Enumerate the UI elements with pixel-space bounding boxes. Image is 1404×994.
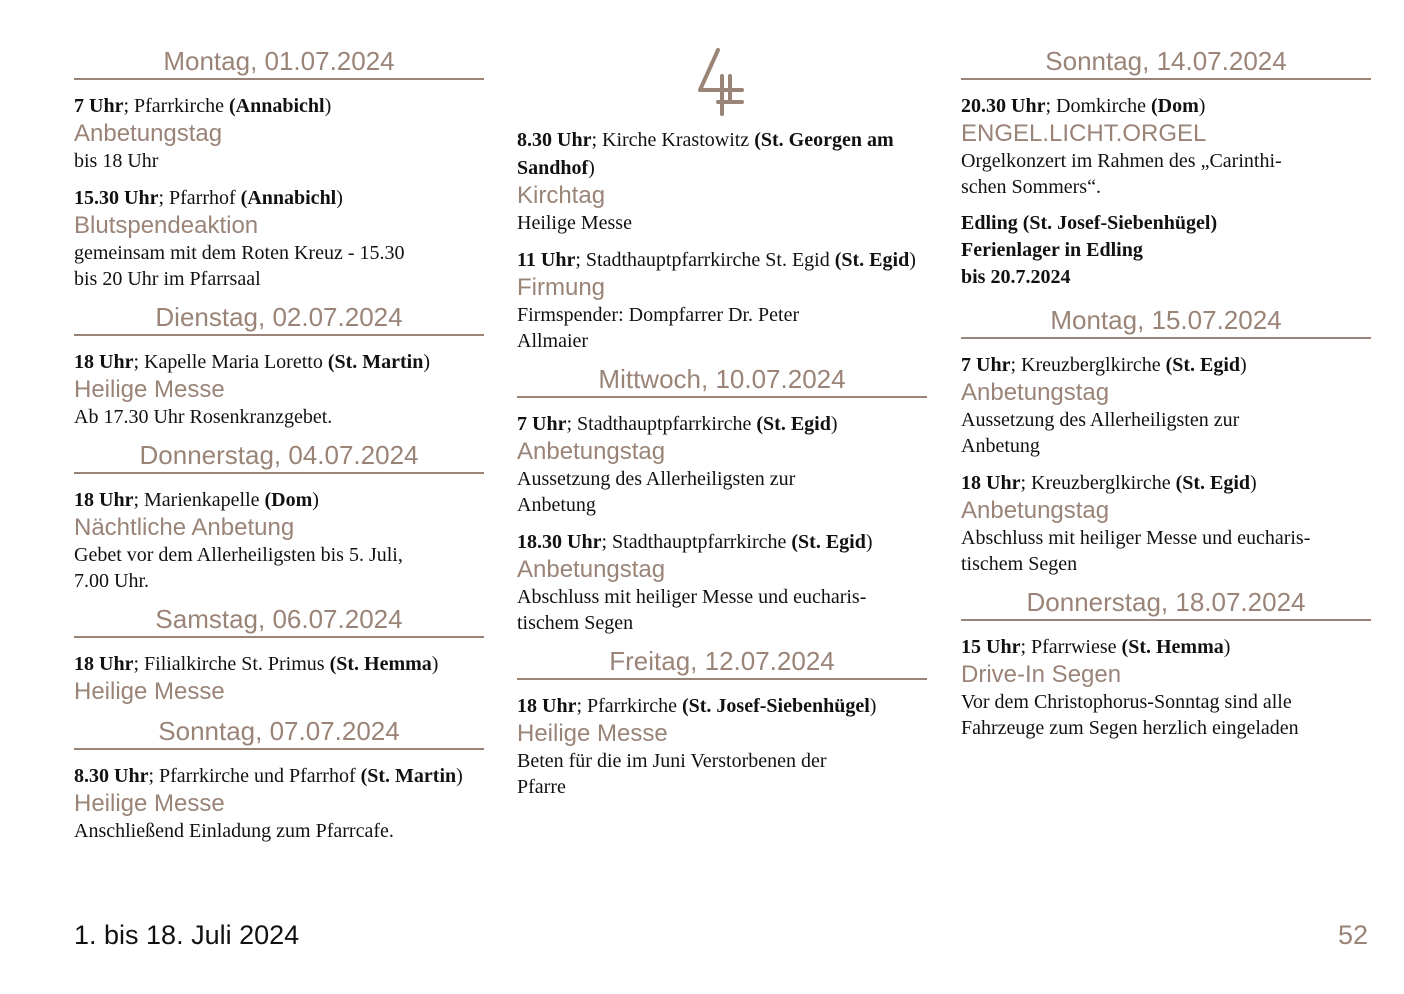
event-place: ; Pfarrhof	[158, 187, 241, 209]
day-heading: Donnerstag, 04.07.2024	[74, 440, 484, 474]
day-heading: Sonntag, 07.07.2024	[74, 716, 484, 750]
event-place: ; Domkirche	[1045, 95, 1151, 117]
event-time: 18 Uhr	[74, 489, 134, 511]
event-place: ; Pfarrkirche	[123, 95, 229, 117]
event-entry	[961, 351, 1371, 459]
event-title: Anbetungstag	[74, 120, 223, 147]
day-heading: Montag, 01.07.2024	[74, 46, 484, 80]
event-time: 18 Uhr	[961, 472, 1021, 494]
column-middle	[517, 46, 927, 810]
event-time: 7 Uhr	[517, 413, 567, 435]
event-description: bis 18 Uhr	[74, 150, 159, 172]
event-time-place	[517, 126, 927, 182]
day-section	[961, 46, 1371, 291]
event-place: ; Kapelle Maria Loretto	[133, 351, 328, 373]
event-entry	[517, 528, 927, 636]
event-place: ; Stadthauptpfarrkirche	[601, 531, 792, 553]
event-time: 18.30 Uhr	[517, 531, 602, 553]
page-number: 52	[1337, 920, 1368, 950]
event-title: Anbetungstag	[517, 438, 666, 465]
event-time: 8.30 Uhr	[517, 129, 592, 151]
day-section	[74, 604, 484, 706]
event-title: Firmung	[517, 274, 606, 301]
event-time-place	[74, 348, 484, 376]
event-title: Heilige Messe	[74, 376, 225, 403]
event-description: Gebet vor dem Allerheiligsten bis 5. Juli, 7.00 Uhr.	[74, 544, 403, 592]
event-place: ; Marienkapelle	[133, 489, 265, 511]
event-place: ; Pfarrwiese	[1020, 636, 1122, 658]
event-parish-close: )	[1240, 354, 1247, 376]
event-time-place	[961, 469, 1371, 497]
event-entry	[517, 692, 927, 800]
event-entry	[74, 486, 484, 594]
day-section	[517, 646, 927, 800]
day-section	[961, 587, 1371, 741]
event-entry	[74, 348, 484, 430]
day-section	[74, 440, 484, 594]
event-entry	[74, 92, 484, 174]
event-time: 7 Uhr	[961, 354, 1011, 376]
day-section	[74, 302, 484, 430]
event-parish: (St. Egid	[1175, 472, 1251, 494]
event-parish: (Dom	[264, 489, 313, 511]
event-time: 11 Uhr	[517, 249, 576, 271]
event-title: Kirchtag	[517, 182, 606, 209]
event-entry	[961, 633, 1371, 741]
event-time-place	[961, 351, 1371, 379]
event-time-place	[517, 528, 927, 556]
event-time: 15 Uhr	[961, 636, 1021, 658]
event-parish: (Dom	[1150, 95, 1199, 117]
event-time-place	[74, 650, 484, 678]
event-time-place	[517, 246, 927, 274]
event-parish-close: )	[865, 531, 873, 553]
event-entry	[517, 246, 927, 354]
event-title: Heilige Messe	[74, 790, 225, 817]
event-parish-close: )	[909, 249, 916, 271]
event-parish-close: )	[588, 157, 595, 179]
event-time: 8.30 Uhr	[74, 765, 149, 787]
event-description: Heilige Messe	[517, 212, 632, 234]
event-time: 20.30 Uhr	[961, 95, 1046, 117]
event-title: Blutspendeaktion	[74, 212, 259, 239]
event-title: Heilige Messe	[517, 720, 668, 747]
event-entry	[517, 126, 927, 236]
event-place: ; Kirche Krastowitz	[591, 129, 755, 151]
event-parish: (St. Hemma	[1121, 636, 1224, 658]
event-entry	[961, 469, 1371, 577]
event-time: 15.30 Uhr	[74, 187, 159, 209]
notice-block: Edling (St. Josef-Siebenhügel) Ferienlager in Edling bis 20.7.2024	[961, 212, 1218, 288]
event-parish: (St. Hemma	[329, 653, 432, 675]
day-section	[517, 364, 927, 636]
event-description: Beten für die im Juni Verstorbenen der Pfarre	[517, 750, 827, 798]
event-description: Ab 17.30 Uhr Rosenkranzgebet.	[74, 406, 333, 428]
event-parish: (St. Egid	[756, 413, 831, 435]
event-description: Vor dem Christophorus-Sonntag sind alle Fahrzeuge zum Segen herzlich eingeladen	[961, 691, 1299, 739]
event-time-place	[517, 692, 927, 720]
number-four-cross-icon	[517, 46, 927, 122]
day-section	[517, 126, 927, 354]
event-title: Nächtliche Anbetung	[74, 514, 295, 541]
day-heading: Montag, 15.07.2024	[961, 305, 1371, 339]
event-entry	[74, 650, 484, 706]
event-time: 18 Uhr	[74, 351, 134, 373]
event-parish-close: )	[1250, 472, 1257, 494]
event-description: Firmspender: Dompfarrer Dr. Peter Allmaier	[517, 304, 800, 352]
event-entry	[74, 762, 484, 844]
event-title: Drive-In Segen	[961, 661, 1122, 688]
column-right	[961, 46, 1371, 751]
day-heading: Dienstag, 02.07.2024	[74, 302, 484, 336]
event-title: Heilige Messe	[74, 678, 225, 705]
event-place: ; Kreuzberglkirche	[1020, 472, 1176, 494]
event-parish-close: )	[423, 351, 431, 373]
event-entry	[517, 410, 927, 518]
event-place: ; Pfarrkirche	[576, 695, 682, 717]
event-parish-close: )	[456, 765, 463, 787]
event-entry	[961, 92, 1371, 200]
event-parish-close: )	[1198, 95, 1206, 117]
day-heading: Donnerstag, 18.07.2024	[961, 587, 1371, 621]
event-time-place	[517, 410, 927, 438]
event-parish: (St. Josef-Siebenhügel	[681, 695, 870, 717]
event-parish: (St. Georgen am Sandhof	[517, 129, 894, 179]
event-title: Anbetungstag	[961, 379, 1110, 406]
event-parish: (St. Martin	[360, 765, 457, 787]
day-heading: Sonntag, 14.07.2024	[961, 46, 1371, 80]
event-place: ; Stadthauptpfarrkirche	[566, 413, 757, 435]
event-description: Aussetzung des Allerheiligsten zur Anbetung	[517, 468, 796, 516]
event-title: Anbetungstag	[961, 497, 1110, 524]
day-heading: Mittwoch, 10.07.2024	[517, 364, 927, 398]
event-parish: (St. Egid	[791, 531, 866, 553]
event-entry	[74, 184, 484, 292]
event-description: Orgelkonzert im Rahmen des „Carinthi- schen Sommers“.	[961, 150, 1282, 198]
day-section	[74, 46, 484, 292]
event-parish-close: )	[312, 489, 319, 511]
event-description: Abschluss mit heiliger Messe und eucharis- tischem Segen	[961, 527, 1311, 575]
event-time-place	[74, 762, 484, 790]
event-parish: (St. Egid	[834, 249, 910, 271]
event-parish-close: )	[431, 653, 439, 675]
event-time: 7 Uhr	[74, 95, 124, 117]
event-parish-close: )	[1223, 636, 1231, 658]
event-title: Anbetungstag	[517, 556, 666, 583]
event-description: gemeinsam mit dem Roten Kreuz - 15.30 bis 20 Uhr im Pfarrsaal	[74, 242, 405, 290]
event-place: ; Pfarrkirche und Pfarrhof	[148, 765, 361, 787]
event-parish-close: )	[324, 95, 332, 117]
event-time-place	[961, 633, 1371, 661]
event-time-place	[74, 486, 484, 514]
day-heading: Freitag, 12.07.2024	[517, 646, 927, 680]
footer-date-range: 1. bis 18. Juli 2024	[74, 920, 300, 950]
event-parish-close: )	[336, 187, 343, 209]
event-time-place	[961, 92, 1371, 120]
event-time-place	[74, 184, 484, 212]
event-place: ; Filialkirche St. Primus	[133, 653, 330, 675]
event-place: ; Kreuzberglkirche	[1010, 354, 1166, 376]
event-time-place	[74, 92, 484, 120]
day-section	[74, 716, 484, 844]
event-parish: (Annabichl	[228, 95, 325, 117]
event-description: Aussetzung des Allerheiligsten zur Anbetung	[961, 409, 1240, 457]
event-time: 18 Uhr	[74, 653, 134, 675]
event-time: 18 Uhr	[517, 695, 577, 717]
event-description: Anschließend Einladung zum Pfarrcafe.	[74, 820, 394, 842]
event-description: Abschluss mit heiliger Messe und eucharis- tischem Segen	[517, 586, 867, 634]
day-section	[961, 305, 1371, 577]
event-title: ENGEL.LICHT.ORGEL	[961, 120, 1207, 147]
event-parish: (St. Egid	[1165, 354, 1241, 376]
event-parish-close: )	[869, 695, 877, 717]
event-parish: (St. Martin	[327, 351, 424, 373]
event-parish-close: )	[830, 413, 838, 435]
event-place: ; Stadthauptpfarrkirche St. Egid	[575, 249, 835, 271]
event-parish: (Annabichl	[240, 187, 337, 209]
column-left	[74, 46, 484, 854]
day-heading: Samstag, 06.07.2024	[74, 604, 484, 638]
